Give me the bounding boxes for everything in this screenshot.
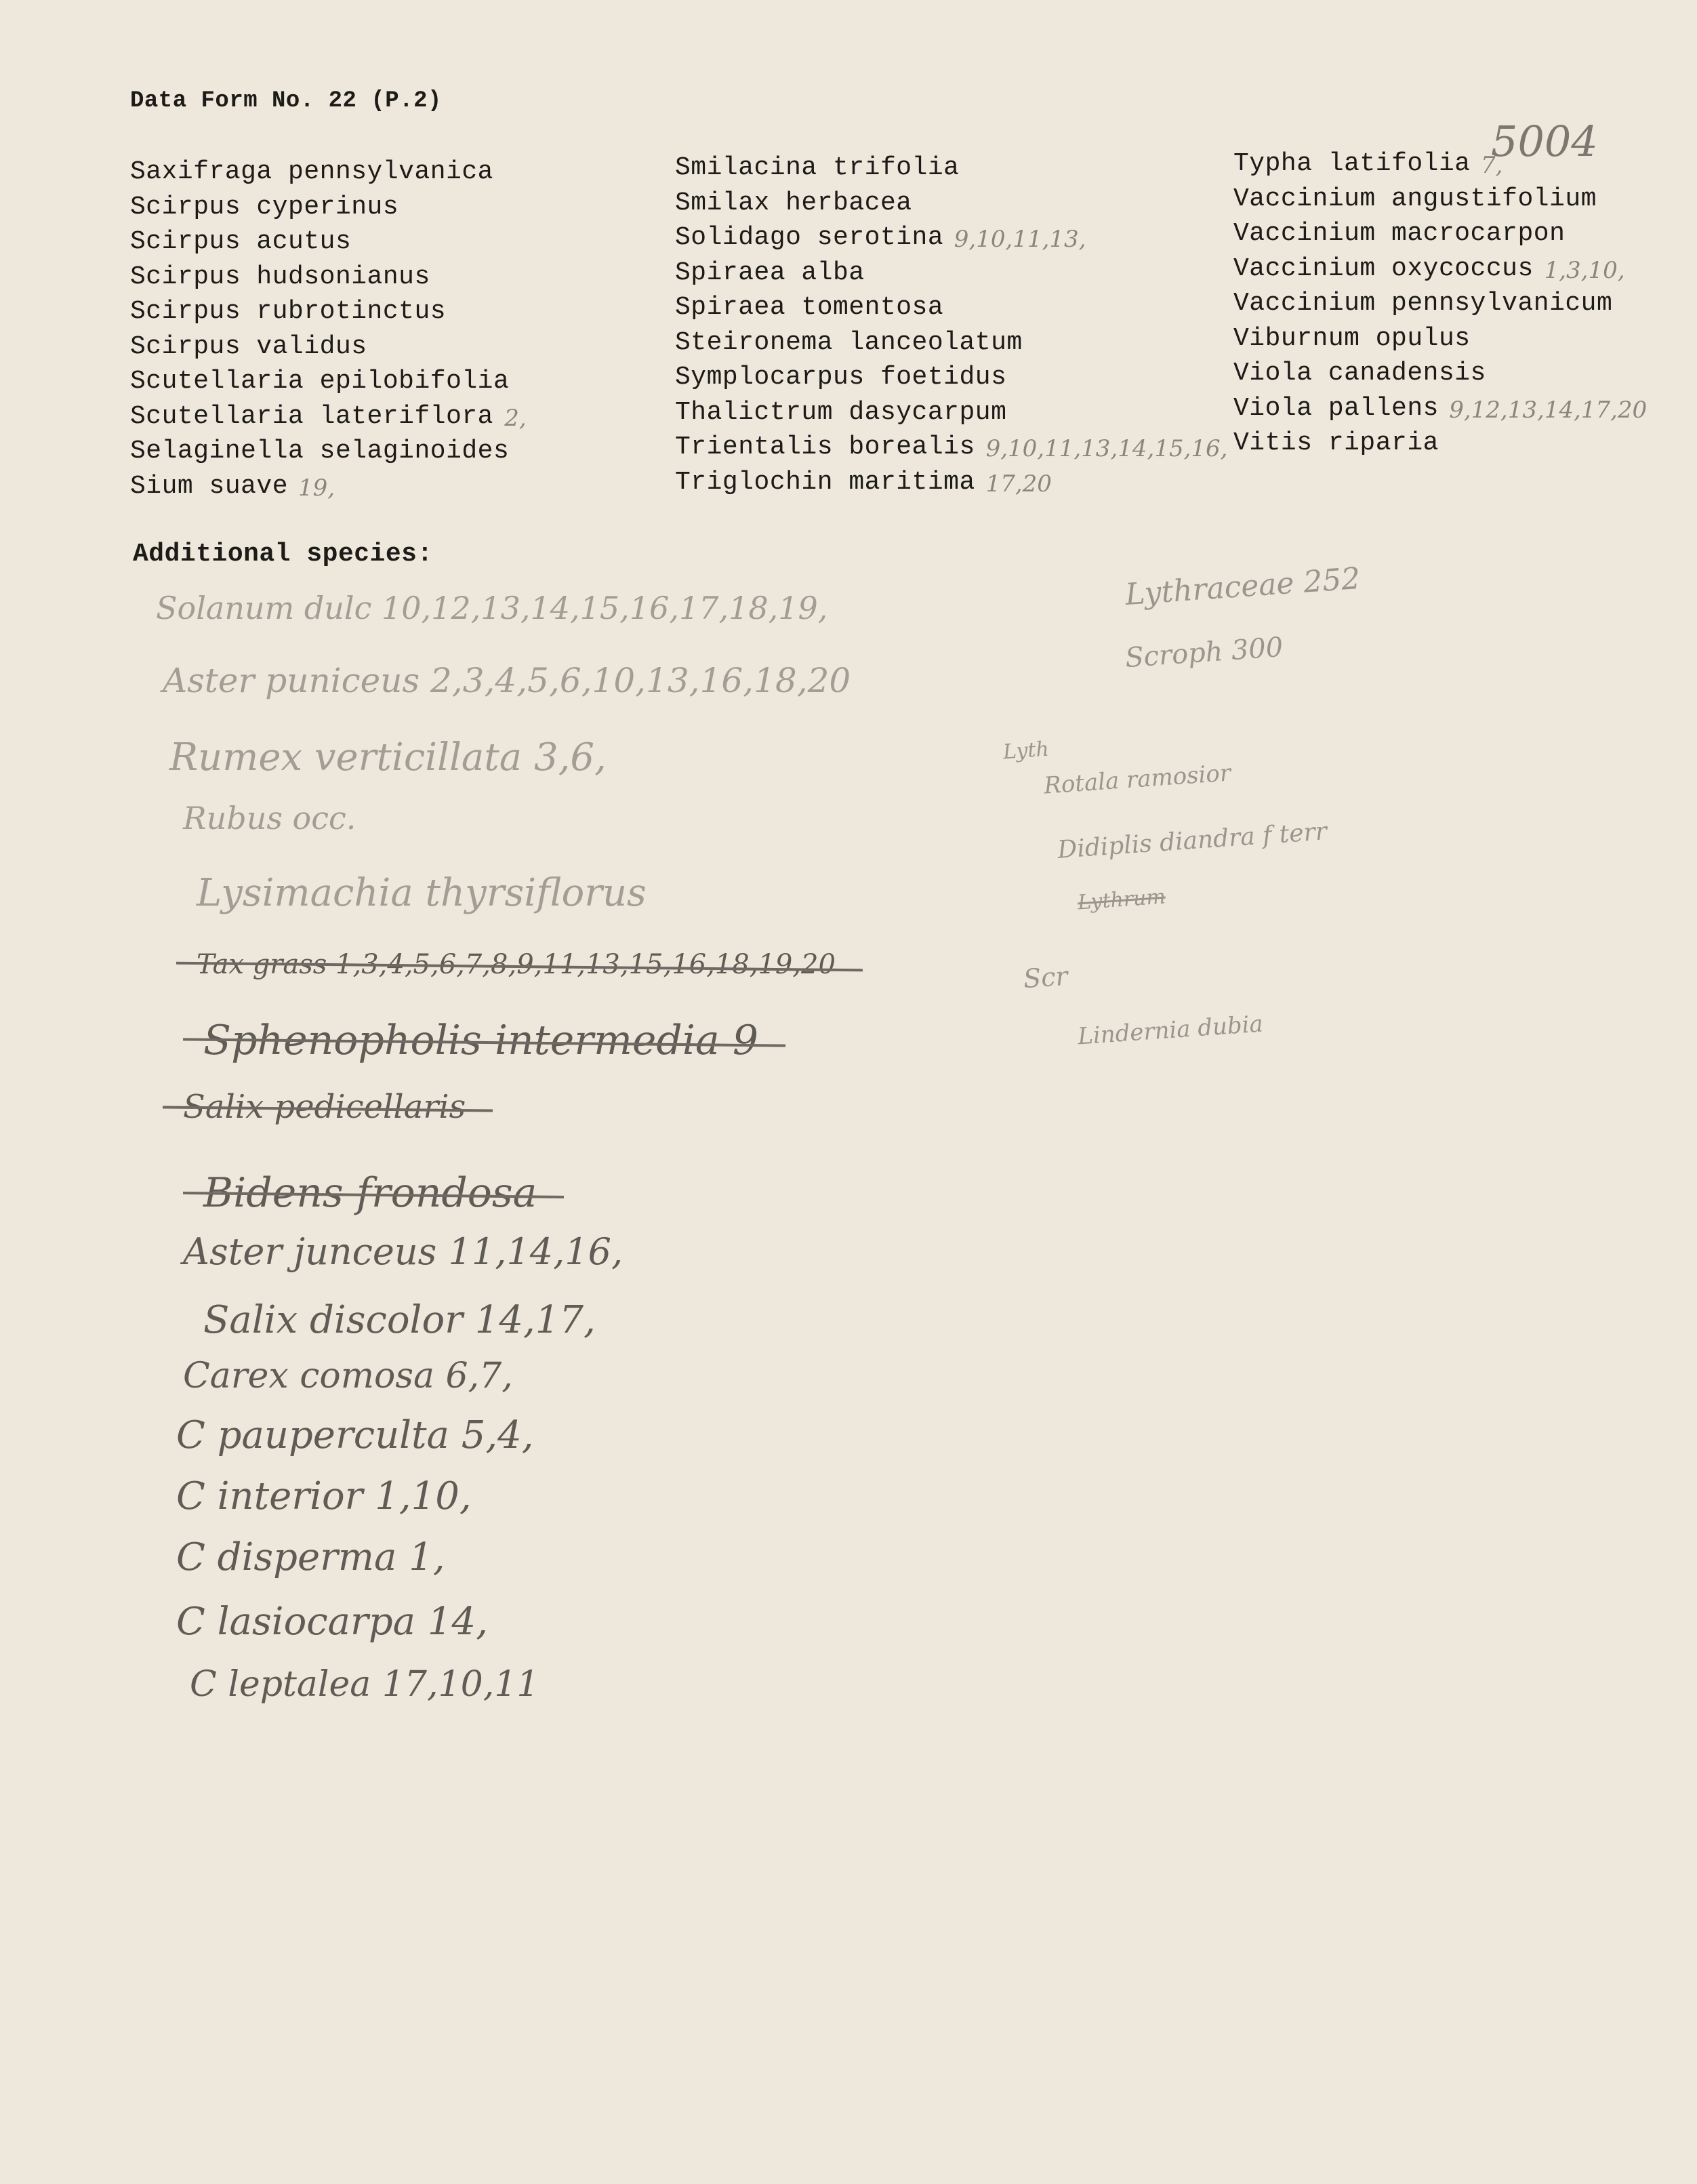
margin-note: Rotala ramosior xyxy=(1042,759,1232,800)
species-name: Scutellaria epilobifolia xyxy=(130,367,510,396)
additional-species-entry: Bidens frondosa xyxy=(203,1169,537,1217)
species-name: Smilax herbacea xyxy=(675,188,912,218)
margin-note: Lythraceae 252 xyxy=(1124,561,1362,613)
additional-species-entry: C disperma 1, xyxy=(176,1535,445,1579)
species-name: Scirpus hudsonianus xyxy=(130,262,430,291)
species-site-note: 7, xyxy=(1481,152,1503,179)
species-name: Solidago serotina xyxy=(675,223,944,252)
species-site-note: 1,3,10, xyxy=(1544,256,1625,284)
species-name: Trientalis borealis xyxy=(675,432,975,462)
species-name: Triglochin maritima xyxy=(675,467,975,497)
species-row xyxy=(675,293,1023,328)
margin-note: Lyth xyxy=(1002,737,1050,765)
species-name: Steironema lanceolatum xyxy=(675,327,1023,357)
species-name: Viola canadensis xyxy=(1233,359,1486,388)
species-row xyxy=(1233,184,1612,220)
additional-species-entry: Aster puniceus 2,3,4,5,6,10,13,16,18,20 xyxy=(163,661,851,700)
form-title: Data Form No. 22 (P.2) xyxy=(130,88,442,114)
additional-species-entry: Lysimachia thyrsiflorus xyxy=(197,871,647,915)
species-name: Typha latifolia xyxy=(1233,149,1471,178)
species-row xyxy=(675,153,1023,188)
species-name: Viburnum opulus xyxy=(1233,323,1471,353)
additional-species-entry: Solanum dulc 10,12,13,14,15,16,17,18,19, xyxy=(156,590,828,626)
species-row xyxy=(130,297,509,332)
species-name: Vaccinium angustifolium xyxy=(1233,184,1597,214)
species-row xyxy=(1233,289,1612,324)
species-column-3 xyxy=(1233,149,1648,464)
additional-species-heading: Additional species: xyxy=(133,540,433,569)
additional-species-entry: C leptalea 17,10,11 xyxy=(190,1664,539,1705)
species-row xyxy=(675,432,1228,468)
species-site-note: 9,12,13,14,17,20 xyxy=(1449,396,1648,424)
additional-species-entry: Tax grass 1,3,4,5,6,7,8,9,11,13,15,16,18,19,20 xyxy=(197,949,836,980)
species-name: Scirpus rubrotinctus xyxy=(130,297,447,326)
species-row xyxy=(1233,359,1612,394)
species-row xyxy=(1233,428,1612,464)
additional-species-entry: Carex comosa 6,7, xyxy=(183,1356,513,1396)
additional-species-entry: Rumex verticillata 3,6, xyxy=(169,735,607,780)
species-name: Scirpus acutus xyxy=(130,227,352,256)
species-name: Vitis riparia xyxy=(1233,428,1439,458)
species-name: Vaccinium macrocarpon xyxy=(1233,219,1566,248)
additional-species-entry: Rubus occ. xyxy=(183,800,356,836)
species-site-note: 9,10,11,13,14,15,16, xyxy=(985,435,1228,462)
species-site-note: 9,10,11,13, xyxy=(954,226,1086,253)
species-row xyxy=(130,262,509,298)
species-site-note: 17,20 xyxy=(985,470,1052,498)
species-row xyxy=(130,401,527,437)
species-name: Spiraea alba xyxy=(675,258,865,287)
additional-species-entry: C lasiocarpa 14, xyxy=(176,1600,488,1644)
species-name: Sium suave xyxy=(130,471,289,501)
species-row xyxy=(675,188,1023,224)
margin-note: Didiplis diandra f terr xyxy=(1057,817,1328,864)
margin-note: Lindernia dubia xyxy=(1076,1010,1264,1051)
species-name: Thalictrum dasycarpum xyxy=(675,397,1007,427)
species-row xyxy=(130,332,509,367)
species-name: Spiraea tomentosa xyxy=(675,293,944,322)
species-row xyxy=(130,367,509,402)
species-name: Vaccinium pennsylvanicum xyxy=(1233,289,1613,318)
species-row xyxy=(130,193,509,228)
species-name: Scutellaria lateriflora xyxy=(130,401,493,431)
additional-species-entry: Salix pedicellaris xyxy=(183,1088,466,1126)
species-row xyxy=(130,472,509,507)
margin-note: Lythrum xyxy=(1076,885,1166,915)
species-name: Saxifraga pennsylvanica xyxy=(130,157,493,186)
species-row xyxy=(1233,324,1612,359)
species-row xyxy=(675,398,1023,433)
species-row xyxy=(1233,149,1612,184)
species-column-1 xyxy=(130,157,527,506)
additional-species-entry: Sphenopholis intermedia 9 xyxy=(203,1017,758,1064)
species-row xyxy=(1233,219,1612,254)
species-row xyxy=(130,157,509,193)
species-row xyxy=(675,223,1086,258)
margin-note: Scroph 300 xyxy=(1124,631,1284,674)
margin-note: Scr xyxy=(1022,960,1069,994)
species-name: Scirpus validus xyxy=(130,331,367,361)
species-row xyxy=(675,363,1023,398)
species-name: Viola pallens xyxy=(1233,393,1439,423)
additional-species-entry: C pauperculta 5,4, xyxy=(176,1413,534,1457)
species-row xyxy=(675,467,1052,503)
species-row xyxy=(675,258,1023,294)
species-name: Scirpus cyperinus xyxy=(130,192,399,222)
additional-species-entry: Aster junceus 11,14,16, xyxy=(183,1230,623,1273)
species-row xyxy=(130,227,509,262)
additional-species-entry: Salix discolor 14,17, xyxy=(203,1298,596,1342)
species-name: Smilacina trifolia xyxy=(675,153,960,182)
species-row xyxy=(130,437,509,472)
species-name: Vaccinium oxycoccus xyxy=(1233,254,1534,283)
species-row xyxy=(1233,393,1648,429)
additional-species-entry: C interior 1,10, xyxy=(176,1474,472,1518)
species-name: Selaginella selaginoides xyxy=(130,437,510,466)
species-column-2 xyxy=(675,153,1228,502)
species-site-note: 19, xyxy=(298,474,335,502)
species-site-note: 2, xyxy=(504,404,527,432)
species-row xyxy=(1233,254,1625,289)
species-row xyxy=(675,328,1023,363)
page-number-note: 5004 xyxy=(1491,117,1598,166)
species-name: Symplocarpus foetidus xyxy=(675,363,1007,392)
